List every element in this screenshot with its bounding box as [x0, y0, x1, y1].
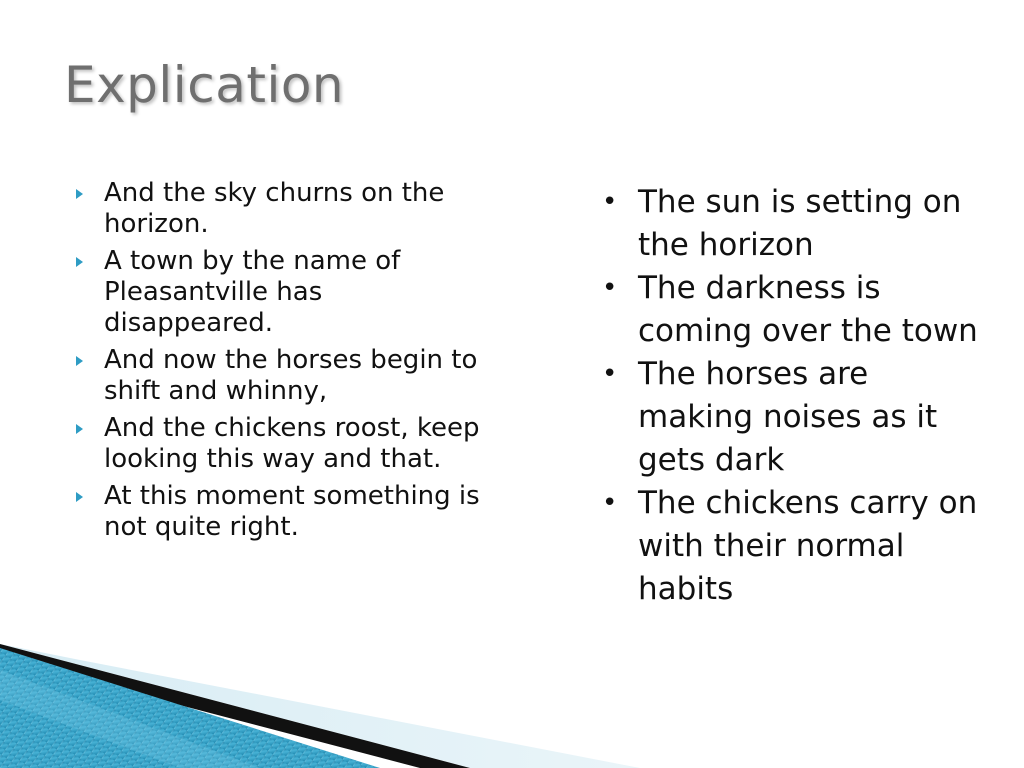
triangle-bullet-icon	[76, 356, 83, 366]
right-column	[600, 181, 980, 611]
right-list-item-text: The horses are making noises as it gets dark	[638, 356, 938, 478]
left-list-item	[72, 178, 492, 240]
triangle-bullet-icon	[76, 492, 83, 502]
right-list-item	[600, 482, 980, 611]
left-list-item	[72, 246, 492, 339]
round-bullet-icon: •	[602, 273, 618, 303]
triangle-bullet-icon	[76, 189, 83, 199]
triangle-bullet-icon	[76, 424, 83, 434]
triangle-bullet-icon	[76, 257, 83, 267]
round-bullet-icon: •	[602, 359, 618, 389]
round-bullet-icon: •	[602, 488, 618, 518]
left-bullet-list	[72, 178, 492, 543]
right-list-item-text: The darkness is coming over the town	[638, 270, 978, 349]
left-list-item	[72, 481, 492, 543]
right-list-item	[600, 267, 980, 353]
left-list-item-text: At this moment something is not quite right.	[104, 481, 480, 542]
left-list-item-text: And the chickens roost, keep looking this way and that.	[104, 413, 480, 474]
left-list-item-text: And the sky churns on the horizon.	[104, 178, 445, 239]
right-list-item-text: The sun is setting on the horizon	[638, 184, 962, 263]
right-list-item-text: The chickens carry on with their normal habits	[638, 485, 978, 607]
left-list-item-text: And now the horses begin to shift and whinny,	[104, 345, 478, 406]
right-bullet-list	[600, 181, 980, 611]
right-list-item	[600, 353, 980, 482]
left-column	[72, 178, 492, 549]
left-list-item	[72, 345, 492, 407]
decorative-swoosh	[0, 600, 1024, 768]
slide-title: Explication	[64, 56, 345, 114]
left-list-item	[72, 413, 492, 475]
right-list-item	[600, 181, 980, 267]
round-bullet-icon: •	[602, 187, 618, 217]
left-list-item-text: A town by the name of Pleasantville has disappeared.	[104, 246, 401, 338]
